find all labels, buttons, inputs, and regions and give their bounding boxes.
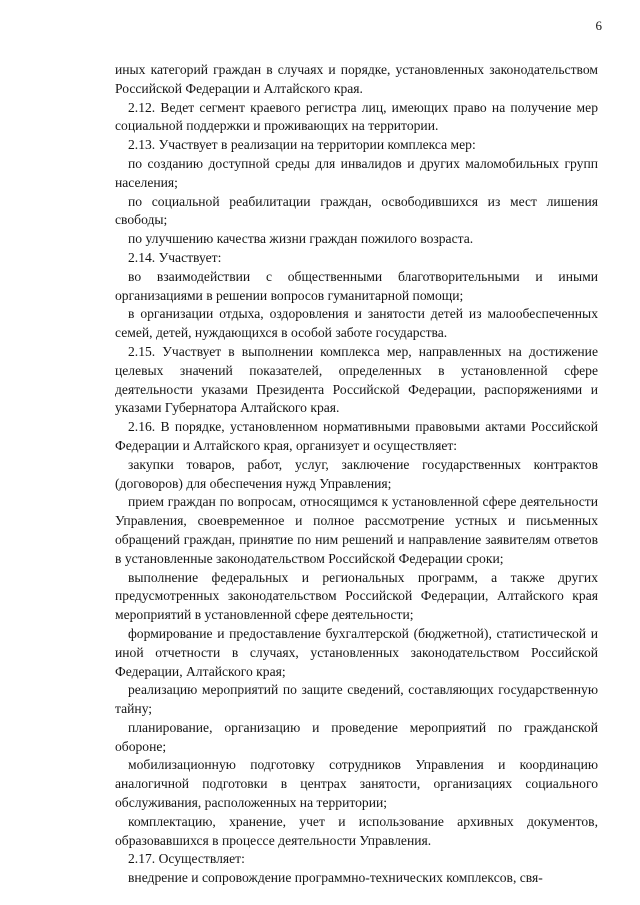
paragraph: по социальной реабилитации граждан, освободившихся из мест лишения свободы; <box>115 193 598 228</box>
paragraph: формирование и предоставление бухгалтерской (бюджетной), статистической и иной отчетности в случаях, установленных законодательством Российской Федерации, Алтайского края; <box>115 625 598 679</box>
paragraph: комплектацию, хранение, учет и использование архивных документов, образовавшихся в процессе деятельности Управления. <box>115 813 598 848</box>
paragraph: в организации отдыха, оздоровления и занятости детей из малообеспеченных семей, детей, нуждающихся в особой заботе государства. <box>115 306 598 341</box>
paragraph: 2.17. Осуществляет: <box>128 851 245 867</box>
paragraph: 2.15. Участвует в выполнении комплекса мер, направленных на достижение целевых значений показателей, определенных в установленной сфере деятельности указами Президента Российской Федерации, распоряжениями и указами Губернатора Алтайского края. <box>115 343 598 416</box>
paragraph: прием граждан по вопросам, относящимся к установленной сфере деятельности Управления, своевременное и полное рассмотрение устных и письменных обращений граждан, принятие по ним решений и направление заявителям ответов в установленные законодательством Российской Федерации сроки; <box>115 494 598 566</box>
paragraph: реализацию мероприятий по защите сведений, составляющих государственную тайну; <box>115 682 598 717</box>
paragraph: по улучшению качества жизни граждан пожилого возраста. <box>128 231 474 247</box>
paragraph: 2.13. Участвует в реализации на территории комплекса мер: <box>128 137 476 153</box>
paragraph: иных категорий граждан в случаях и порядке, установленных законодательством Российской Федерации и Алтайского края. <box>115 62 598 96</box>
paragraph: по созданию доступной среды для инвалидов и других маломобильных групп населения; <box>115 155 598 190</box>
paragraph: 2.14. Участвует: <box>128 249 222 265</box>
page-number: 6 <box>595 18 602 33</box>
paragraph: выполнение федеральных и региональных программ, а также других предусмотренных законодательством Российской Федерации, Алтайского края мероприятий в установленной сфере деятельности; <box>115 569 598 623</box>
paragraph: мобилизационную подготовку сотрудников Управления и координацию аналогичной подготовки в центрах занятости, организациях социального обслуживания, расположенных на территории; <box>115 757 598 811</box>
paragraph: внедрение и сопровождение программно-технических комплексов, свя- <box>128 870 543 886</box>
paragraph: 2.16. В порядке, установленном нормативными правовыми актами Российской Федерации и Алтайского края, организует и осуществляет: <box>115 419 598 453</box>
paragraph: планирование, организацию и проведение мероприятий по гражданской обороне; <box>115 719 598 754</box>
paragraph: закупки товаров, работ, услуг, заключение государственных контрактов (договоров) для обеспечения нужд Управления; <box>115 456 598 491</box>
document-body <box>115 61 598 888</box>
paragraph: во взаимодействии с общественными благотворительными и иными организациями в решении вопросов гуманитарной помощи; <box>115 268 598 303</box>
paragraph: 2.12. Ведет сегмент краевого регистра лиц, имеющих право на получение мер социальной поддержки и проживающих на территории. <box>115 99 598 134</box>
